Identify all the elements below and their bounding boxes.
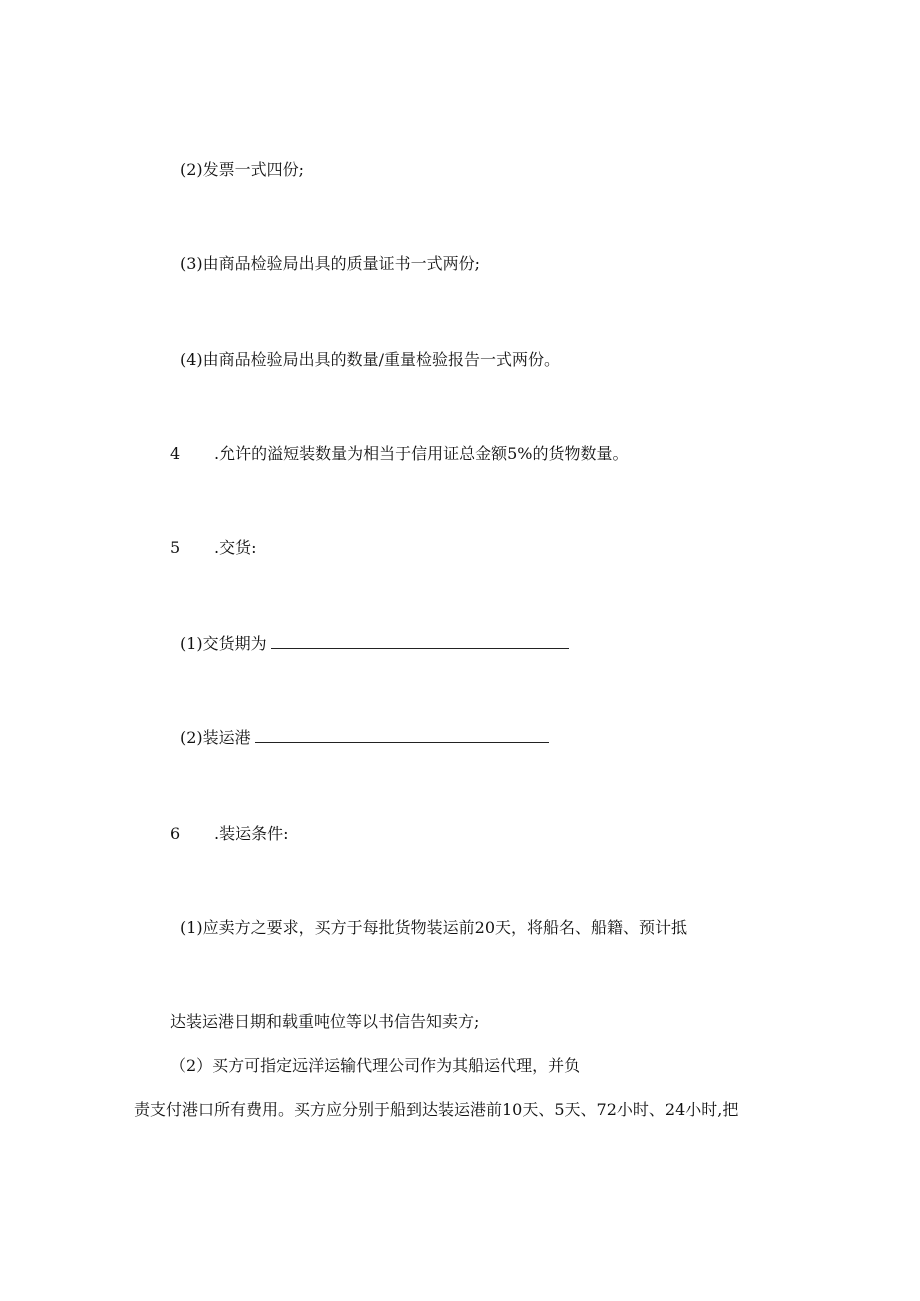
shipping-condition-1-line2: 达装运港日期和载重吨位等以书信告知卖方; — [170, 1012, 480, 1031]
section-6-number: 6 — [170, 824, 181, 843]
section-4-number: 4 — [170, 444, 181, 463]
section-5-heading: .交货: — [214, 538, 257, 557]
shipping-condition-1-line1: (1)应卖方之要求，买方于每批货物装运前20天，将船名、船籍、预计抵 — [180, 918, 688, 937]
loading-port-row — [180, 728, 549, 748]
doc-item-quantity-report: (4)由商品检验局出具的数量/重量检验报告一式两份。 — [180, 350, 561, 369]
loading-port-label: (2)装运港 — [180, 728, 251, 747]
section-4-text: .允许的溢短装数量为相当于信用证总金额5%的货物数量。 — [214, 444, 629, 463]
loading-port-blank — [255, 728, 549, 743]
doc-item-invoice: (2)发票一式四份; — [180, 160, 305, 179]
section-5-number: 5 — [170, 538, 181, 557]
shipping-condition-2-line1: （2）买方可指定远洋运输代理公司作为其船运代理，并负 — [170, 1056, 581, 1075]
section-6-heading: .装运条件: — [214, 824, 289, 843]
doc-item-quality-cert: (3)由商品检验局出具的质量证书一式两份; — [180, 254, 481, 273]
delivery-period-row — [180, 634, 569, 654]
shipping-condition-2-line2: 责支付港口所有费用。买方应分别于船到达装运港前10天、5天、72小时、24小时,把 — [134, 1100, 739, 1119]
delivery-period-blank — [271, 634, 569, 649]
delivery-period-label: (1)交货期为 — [180, 634, 267, 653]
